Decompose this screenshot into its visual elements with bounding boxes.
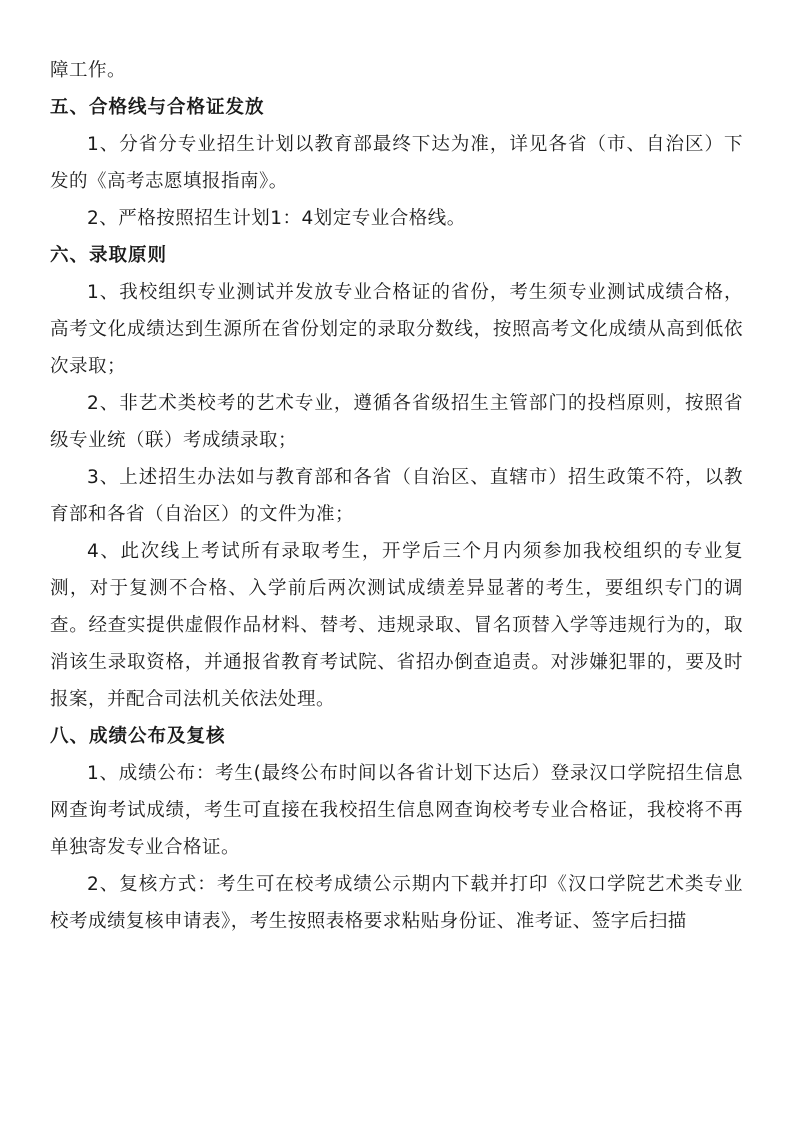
paragraph-admission-4: 4、此次线上考试所有录取考生，开学后三个月内须参加我校组织的专业复测，对于复测不合格、入学前后两次测试成绩差异显著的考生，要组织专门的调查。经查实提供虚假作品材料、替考、违规录取、冒名顶替入学等违规行为的，取消该生录取资格，并通报省教育考试院、省招办倒查追责。对涉嫌犯罪的，要及时报案，并配合司法机关依法处理。 bbox=[50, 541, 743, 710]
paragraph-admission-2: 2、非艺术类校考的艺术专业，遵循各省级招生主管部门的投档原则，按照省级专业统（联）考成绩录取； bbox=[50, 393, 743, 451]
section-heading-admission: 六、录取原则 bbox=[50, 245, 168, 266]
paragraph-admission-1: 1、我校组织专业测试并发放专业合格证的省份，考生须专业测试成绩合格，高考文化成绩达到生源所在省份划定的录取分数线，按照高考文化成绩从高到低依次录取； bbox=[50, 282, 743, 377]
paragraph-pass-line: 2、严格按照招生计划1：4划定专业合格线。 bbox=[87, 208, 466, 229]
continued-paragraph: 障工作。 bbox=[50, 60, 127, 81]
section-heading-qualification: 五、合格线与合格证发放 bbox=[50, 97, 265, 118]
paragraph-results-1: 1、成绩公布：考生(最终公布时间以各省计划下达后）登录汉口学院招生信息网查询考试成绩，考生可直接在我校招生信息网查询校考专业合格证，我校将不再单独寄发专业合格证。 bbox=[50, 763, 743, 858]
paragraph-quota-plan: 1、分省分专业招生计划以教育部最终下达为准，详见各省（市、自治区）下发的《高考志愿填报指南》。 bbox=[50, 134, 743, 192]
paragraph-admission-3: 3、上述招生办法如与教育部和各省（自治区、直辖市）招生政策不符，以教育部和各省（自治区）的文件为准； bbox=[50, 467, 743, 525]
section-heading-results: 八、成绩公布及复核 bbox=[50, 726, 226, 747]
paragraph-results-2: 2、复核方式：考生可在校考成绩公示期内下载并打印《汉口学院艺术类专业校考成绩复核申请表》，考生按照表格要求粘贴身份证、准考证、签字后扫描 bbox=[50, 874, 743, 932]
